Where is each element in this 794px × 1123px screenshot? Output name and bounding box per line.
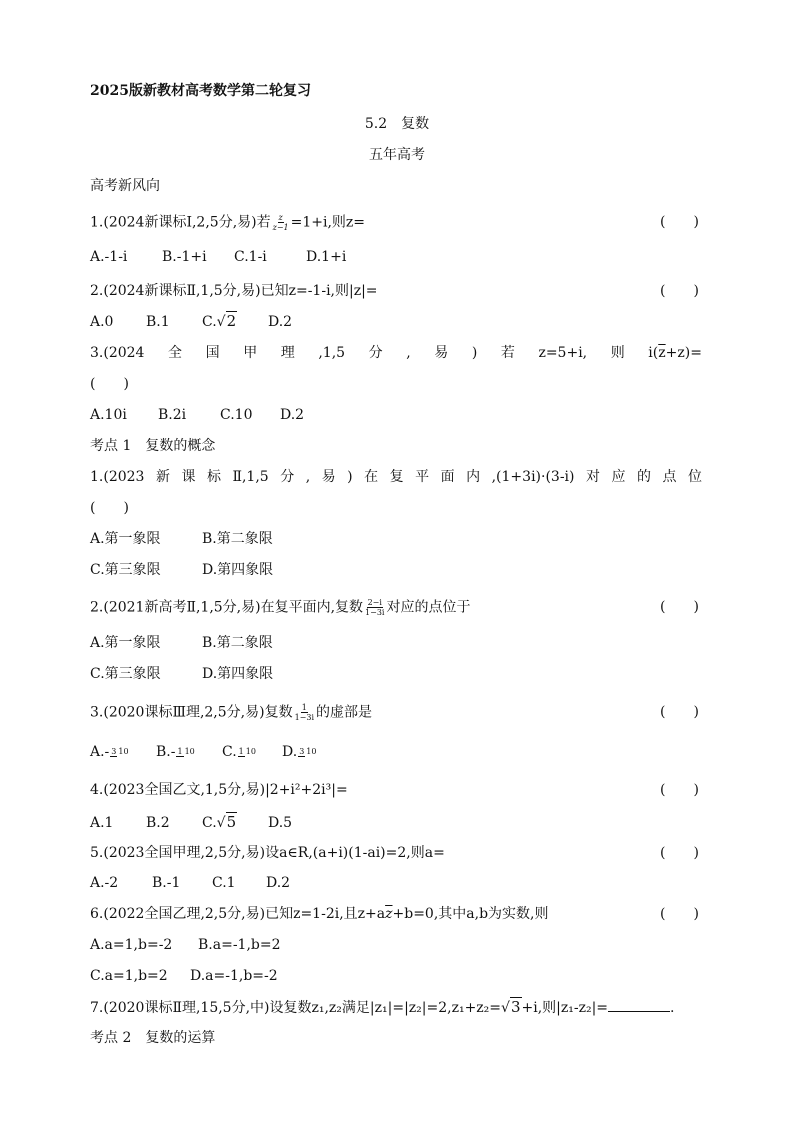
book-title: 2025版新教材高考数学第二轮复习 bbox=[90, 83, 311, 99]
options-nt-2: A.0 B.1 C.√2 D.2 bbox=[90, 312, 293, 330]
answer-paren: ( ) bbox=[660, 283, 699, 299]
answer-paren: ( ) bbox=[660, 845, 699, 861]
question-kp1-7: 7.(2020课标Ⅱ理,15,5分,中)设复数z₁,z₂满足|z₁|=|z₂|=2,z₁+z₂=√3+i,则|z₁-z₂|= . bbox=[90, 998, 675, 1016]
fraction: 3 10 bbox=[299, 747, 317, 756]
options-nt-3: A.10i B.2i C.10 D.2 bbox=[90, 407, 305, 423]
question-kp1-2: 2.(2021新高考Ⅱ,1,5分,易)在复平面内,复数 $\frac{2-i}{1-3i}$ 对应的点位于 bbox=[90, 598, 471, 617]
question-kp1-5: 5.(2023全国甲理,2,5分,易)设a∈R,(a+i)(1-ai)=2,则a= bbox=[90, 845, 445, 861]
question-nt-2: 2.(2024新课标Ⅱ,1,5分,易)已知z=-1-i,则|z|= bbox=[90, 283, 378, 299]
answer-paren: ( ) bbox=[660, 906, 699, 922]
answer-paren: ( ) bbox=[660, 599, 699, 615]
options-kp1-1a: A.第一象限 B.第二象限 bbox=[90, 531, 273, 547]
question-nt-1: 1.(2024新课标Ⅰ,2,5分,易)若 $\frac{z}{z-1}$ =1+i,则z= bbox=[90, 213, 366, 232]
fraction: $\frac{1}{1-3i}$ bbox=[294, 703, 315, 722]
options-kp1-3: A.- 3 10 B.- 1 10 C. 1 10 D. 3 10 bbox=[90, 744, 317, 760]
question-nt-3: 3.(2024 全 国 甲 理 ,1,5 分 , 易 ) 若 z=5+i, 则 $i(\overline{z}+z)=$ bbox=[90, 345, 702, 361]
options-kp1-1b: C.第三象限 D.第四象限 bbox=[90, 562, 274, 578]
fraction: 1 10 bbox=[177, 747, 195, 756]
sqrt-symbol: √2 bbox=[216, 312, 237, 330]
subsection-title: 五年高考 bbox=[369, 147, 425, 163]
question-kp1-1: 1.(2023 新 课 标 Ⅱ,1,5 分 , 易 ) 在 复 平 面 内 ,(1+3i)·(3-i) 对 应 的 点 位 bbox=[90, 469, 702, 485]
fraction: 3 10 bbox=[111, 747, 129, 756]
question-kp1-6: 6.(2022全国乙理,2,5分,易)已知z=1-2i,且$z+a\overline{z}+b=0$,其中a,b为实数,则 bbox=[90, 906, 549, 922]
fraction: 1 10 bbox=[238, 747, 256, 756]
question-kp1-3: 3.(2020课标Ⅲ理,2,5分,易)复数 $\frac{1}{1-3i}$ 的虚部是 bbox=[90, 703, 373, 722]
options-kp1-2b: C.第三象限 D.第四象限 bbox=[90, 666, 274, 682]
part-heading: 高考新风向 bbox=[90, 178, 160, 194]
options-kp1-4: A.1 B.2 C.√5 D.5 bbox=[90, 813, 293, 831]
options-kp1-5: A.-2 B.-1 C.1 D.2 bbox=[90, 875, 291, 891]
section-title: 5.2 复数 bbox=[364, 116, 430, 132]
sqrt-symbol: √3 bbox=[501, 998, 521, 1016]
fraction: $\frac{z}{z-1}$ bbox=[272, 213, 289, 232]
answer-paren: ( ) bbox=[90, 500, 129, 516]
answer-paren: ( ) bbox=[90, 376, 129, 392]
options-kp1-6a: A.a=1,b=-2 B.a=-1,b=2 bbox=[90, 937, 281, 953]
options-kp1-6b: C.a=1,b=2 D.a=-1,b=-2 bbox=[90, 968, 278, 984]
answer-paren: ( ) bbox=[660, 214, 699, 230]
options-kp1-2a: A.第一象限 B.第二象限 bbox=[90, 635, 273, 651]
answer-paren: ( ) bbox=[660, 704, 699, 720]
answer-paren: ( ) bbox=[660, 782, 699, 798]
question-kp1-4: 4.(2023全国乙文,1,5分,易)|2+i²+2i³|= bbox=[90, 782, 348, 798]
fraction: $\frac{2-i}{1-3i}$ bbox=[365, 598, 385, 617]
options-nt-1: A.-1-i B.-1+i C.1-i D.1+i bbox=[90, 249, 347, 265]
kp1-heading: 考点 1 复数的概念 bbox=[90, 438, 216, 454]
answer-blank[interactable] bbox=[608, 999, 670, 1012]
kp2-heading: 考点 2 复数的运算 bbox=[90, 1030, 216, 1046]
sqrt-symbol: √5 bbox=[216, 813, 237, 831]
